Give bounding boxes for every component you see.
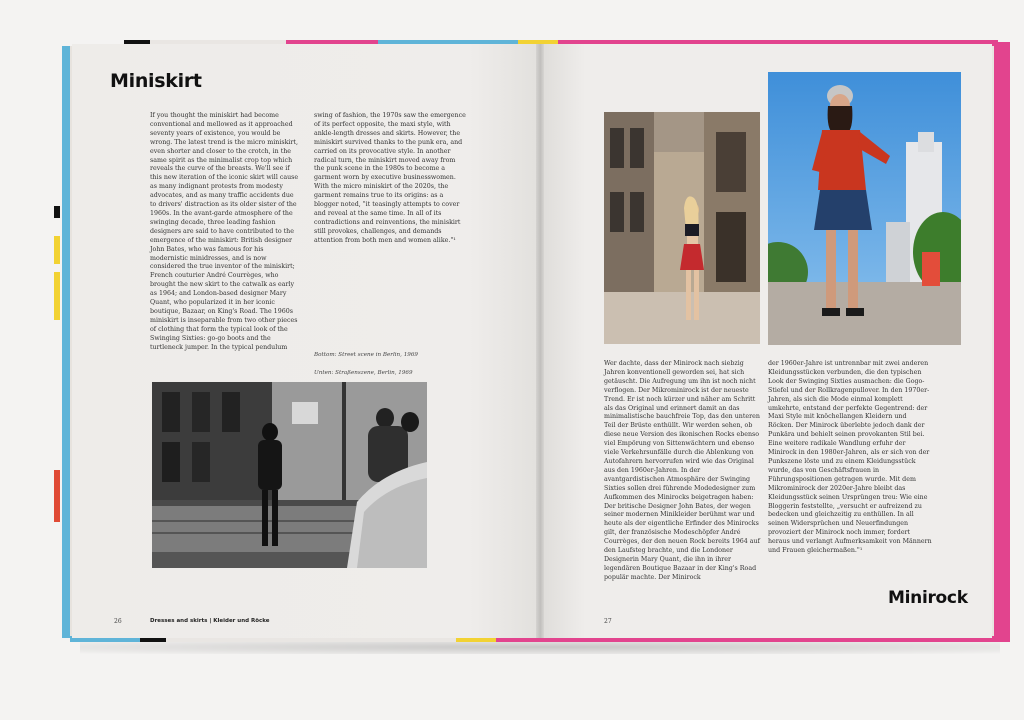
- caption-en: Bottom: Street scene in Berlin, 1969: [314, 352, 418, 358]
- footer-section-en: Dresses and skirts: [150, 618, 208, 624]
- caption-de: Unten: Straßenszene, Berlin, 1969: [314, 370, 413, 376]
- heading-miniskirt: Miniskirt: [110, 70, 202, 92]
- paragraph-en-2: swing of fashion, the 1970s saw the emergence of its perfect opposite, the maxi style, with ankle-length dresses and skirts. However, the miniskirt survived thanks to the punk era, and carried on its provocative style. In another radical turn, the miniskirt moved away from the punk scene in the 1980s to become a garment worn by executive businesswomen. With the micro miniskirt of the 2020s, the garment remains true to its origins: as a blogger noted, "it teasingly attempts to cover and reveal at the same time. In all of its contradictions and reinventions, the miniskirt still provokes, challenges, and demands attention from both men and women alike."¹: [314, 112, 466, 244]
- street-scene-illustration: [152, 382, 427, 568]
- text-column-de-1: [604, 360, 762, 583]
- side-tab-black: [54, 206, 60, 218]
- running-footer: [150, 618, 270, 624]
- footer-section-de: Kleider und Röcke: [213, 618, 270, 624]
- page-number-right: 27: [604, 618, 612, 625]
- left-cover-edge: [62, 46, 70, 638]
- denim-skirt-photo: [768, 72, 961, 345]
- paragraph-de-2: der 1960er-Jahre ist untrennbar mit zwei anderen Kleidungsstücken verbunden, die den typischen Look der Swinging Sixties ausmachen: die Gogo-Stiefel und der Rollkragenpullover. In den 1970er-Jahren, als sich die Mode einmal komplett umkehrte, entstand der perfekte Gegentrend: der Maxi Style mit knöchellangen Kleidern und Röcken. Der Minirock überlebte jedoch dank der Punkära und behielt seinen provokanten Stil bei. Eine weitere radikale Wandlung erfuhr der Minirock in den 1980er-Jahren, als er sich von der Punkszene löste und zu einem Kleidungsstück wurde, das von Geschäftsfrauen in Führungspositionen getragen wurde. Mit dem Mikrominirock der 2020er-Jahre bleibt das Kleidungsstück seinen Ursprüngen treu: Wie eine Bloggerin feststellte, „versucht er aufreizend zu bedecken und gleichzeitig zu enthüllen. In all seinen Widersprüchen und Neuerfindungen provoziert der Minirock noch immer, fordert heraus und verlangt Aufmerksamkeit von Männern und Frauen gleichermaßen."¹: [768, 360, 932, 555]
- text-column-de-2: [768, 360, 933, 556]
- heading-minirock: Minirock: [888, 588, 968, 608]
- paragraph-de-1: Wer dachte, dass der Minirock nach siebzig Jahren konventionell geworden sei, hat sich getäuscht. Die Aufregung um ihn ist noch nicht verflogen. Der Mikrominirock ist der neueste Trend. Er ist noch kürzer und näher am Schritt als das Original und erinnert damit an das minimalistische bauchfreie Top, das den unteren Teil der Brüste enthüllt. Wir werden sehen, ob diese neue Version des ikonischen Rocks ebenso viel Empörung von Sittenwächtern und ebenso viele Verkehrsunfälle durch die Ablenkung von Autofahrern hervorrufen wird wie das Original aus den 1960er-Jahren. In der avantgardistischen Atmosphäre der Swinging Sixties sollen drei führende Modedesigner zum Aufkommen des Minirocks beigetragen haben: Der britische Designer John Bates, der wegen seiner modernen Minikleider berühmt war und heute als der eigentliche Erfinder des Minirocks gilt, der französische Modeschöpfer André Courrèges, der den neuen Rock bereits 1964 auf den Laufsteg brachte, und die Londoner Designerin Mary Quant, die ihn in ihrer legendären Boutique Bazaar in der King's Road populär machte. Der Minirock: [604, 360, 760, 581]
- side-tab-red: [54, 470, 60, 522]
- page-number-left: 26: [114, 618, 122, 625]
- red-skirt-illustration: [604, 112, 760, 344]
- denim-skirt-illustration: [768, 72, 961, 345]
- footer-divider: |: [209, 618, 212, 624]
- side-tab-yellow-2: [54, 272, 60, 320]
- book-gutter: [536, 44, 544, 638]
- book-shadow: [80, 640, 1000, 654]
- side-tab-yellow: [54, 236, 60, 264]
- right-cover-edge: [994, 42, 1010, 642]
- red-skirt-photo: [604, 112, 760, 344]
- street-scene-photo: [152, 382, 427, 568]
- paragraph-en-1: If you thought the miniskirt had become conventional and mellowed as it approached seventy years of existence, you would be wrong. The latest trend is the micro miniskirt, even shorter and closer to the crotch, in the same spirit as the minimalist crop top which reveals the curve of the breasts. We'll see if this new iteration of the iconic skirt will cause as many indignant protests from modesty advocates, and as many traffic accidents due to drivers' distraction as its older sister of the 1960s. In the avant-garde atmosphere of the swinging decade, three leading fashion designers are said to have contributed to the emergence of the miniskirt: British designer John Bates, who was famous for his modernistic minidresses, and is now considered the true inventor of the miniskirt; French couturier André Courrèges, who brought the new skirt to the catwalk as early as 1964; and London-based designer Mary Quant, who popularized it in her iconic boutique, Bazaar, on King's Road. The 1960s miniskirt is inseparable from two other pieces of clothing that form the typical look of the Swinging Sixties: go-go boots and the turtleneck jumper. In the typical pendulum: [150, 112, 299, 351]
- text-column-en-2: [314, 112, 466, 246]
- text-column-en-1: [150, 112, 300, 352]
